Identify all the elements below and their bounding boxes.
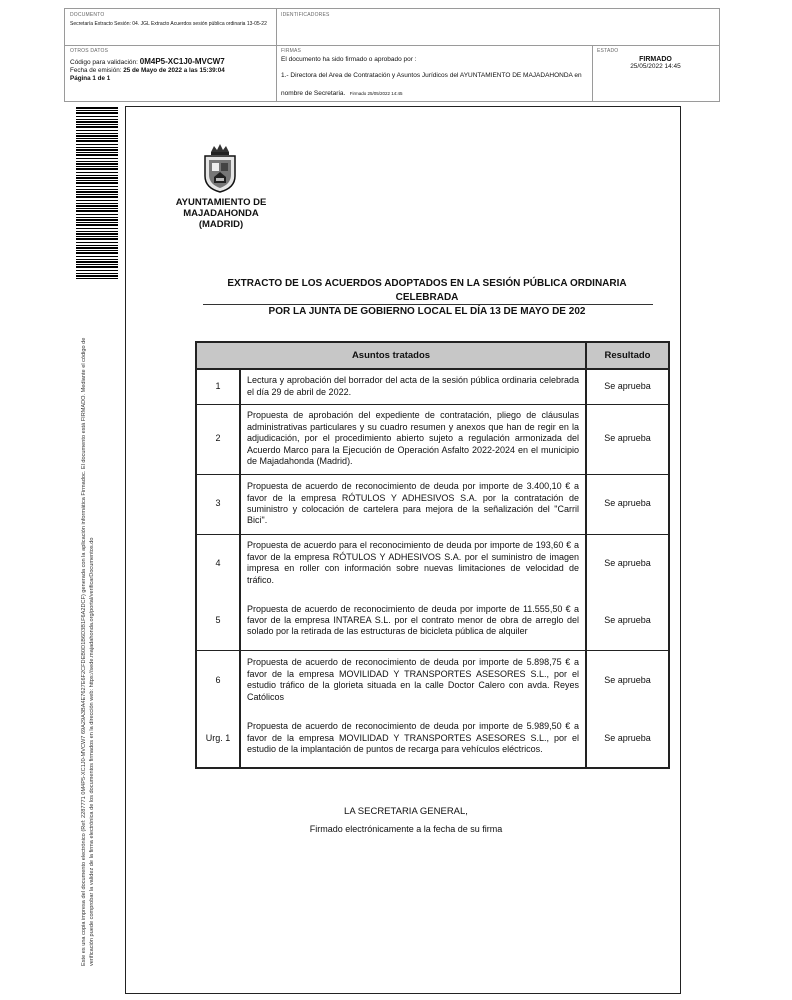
firmas-intro: El documento ha sido firmado o aprobado por : bbox=[281, 56, 417, 63]
row-text: Lectura y aprobación del borrador del acta de la sesión pública ordinaria celebrada el día 29 de abril de 2022. bbox=[240, 369, 586, 404]
table-row bbox=[196, 534, 669, 592]
row-number: Urg. 1 bbox=[196, 710, 240, 768]
table-row bbox=[196, 474, 669, 534]
agreements-table bbox=[195, 341, 670, 769]
otros-datos-cell bbox=[65, 45, 276, 101]
row-result: Se aprueba bbox=[586, 710, 669, 768]
row-text: Propuesta de acuerdo para el reconocimiento de deuda por importe de 193,60 € a favor de la empresa RÓTULOS Y ADHESIVOS S.A. por el suministro de imagen impresa en roller con información sobre nuevas limitaciones de velocidad de tráfico. bbox=[240, 534, 586, 592]
codigo-row bbox=[70, 57, 271, 66]
row-number: 4 bbox=[196, 534, 240, 592]
row-result: Se aprueba bbox=[586, 474, 669, 534]
row-text: Propuesta de acuerdo de reconocimiento de deuda por importe de 3.400,10 € a favor de la empresa RÓTULOS Y ADHESIVOS S.A. por la contratación de suministro y colocación de cartelera para mejora de la señalización del "Carril Bici". bbox=[240, 474, 586, 534]
pagina: Página 1 de 1 bbox=[70, 75, 111, 82]
codigo-value: 0M4P5-XC1J0-MVCW7 bbox=[139, 57, 225, 66]
table-row bbox=[196, 650, 669, 710]
row-text: Propuesta de aprobación del expediente de contratación, pliego de cláusulas administrativas particulares y su cuadro resumen y anexos que han de regir en la adjudicación, por el procedimiento abierto sujeto a regulación armonizada del Acuerdo Marco para la Ejecución de Operación Asfalto 2022-2024 en el municipio de Majadahonda (Madrid). bbox=[240, 404, 586, 474]
fecha-label: Fecha de emisión: bbox=[70, 67, 122, 74]
barcode bbox=[76, 107, 118, 279]
title-line1: EXTRACTO DE LOS ACUERDOS ADOPTADOS EN LA SESIÓN PÚBLICA ORDINARIA CELEBRADA bbox=[227, 278, 627, 303]
document-title bbox=[198, 277, 656, 319]
row-result: Se aprueba bbox=[586, 592, 669, 650]
identificadores-label: IDENTIFICADORES bbox=[281, 12, 330, 18]
row-number: 3 bbox=[196, 474, 240, 534]
org-line1: AYUNTAMIENTO DE bbox=[175, 197, 267, 208]
documento-value: Secretaría Extracto Sesión: 04. JGL Extracto Acuerdos sesión pública ordinaria 13-05-22 bbox=[70, 21, 267, 27]
row-result: Se aprueba bbox=[586, 369, 669, 404]
fecha-row bbox=[70, 67, 271, 74]
row-text: Propuesta de acuerdo de reconocimiento de deuda por importe de 11.555,50 € a favor de la empresa INTAREA S.L. por el contrato menor de obra de arreglo del solado por la retirada de las estructuras de bicicleta pública de alquiler bbox=[240, 592, 586, 650]
row-result: Se aprueba bbox=[586, 534, 669, 592]
identificadores-cell bbox=[276, 9, 719, 45]
table-row bbox=[196, 710, 669, 768]
municipal-crest-icon bbox=[201, 142, 239, 194]
table-row bbox=[196, 592, 669, 650]
row-number: 6 bbox=[196, 650, 240, 710]
row-result: Se aprueba bbox=[586, 650, 669, 710]
row-result: Se aprueba bbox=[586, 404, 669, 474]
col-resultado-header: Resultado bbox=[586, 342, 669, 369]
firmas-detail: 1.- Directora del Area de Contratación y Asuntos Jurídicos del AYUNTAMIENTO DE MAJADAHONDA en nombre de Secretaria. bbox=[281, 72, 582, 97]
fecha-value: 25 de Mayo de 2022 a las 15:39:04 bbox=[123, 67, 225, 74]
organization-name bbox=[170, 197, 272, 230]
row-text: Propuesta de acuerdo de reconocimiento de deuda por importe de 5.989,50 € a favor de la empresa MOVILIDAD Y TRANSPORTES ASESORES S.L., por el estudio de la implantación de puntos de recarga para vehículos eléctricos. bbox=[240, 710, 586, 768]
otros-datos-label: OTROS DATOS bbox=[70, 48, 109, 54]
documento-label: DOCUMENTO bbox=[70, 12, 105, 18]
table-row bbox=[196, 369, 669, 404]
validation-header bbox=[64, 8, 720, 102]
table-header-row bbox=[196, 342, 669, 369]
codigo-label: Código para validación: bbox=[70, 59, 138, 66]
firmas-cell bbox=[276, 45, 592, 101]
org-line3: (MADRID) bbox=[198, 219, 244, 230]
row-number: 1 bbox=[196, 369, 240, 404]
row-number: 5 bbox=[196, 592, 240, 650]
estado-label: ESTADO bbox=[597, 48, 619, 54]
row-text: Propuesta de acuerdo de reconocimiento de deuda por importe de 5.898,75 € a favor de la empresa MOVILIDAD Y TRANSPORTES ASESORES S.L., por el estudio tráfico de la glorieta situada en la calle Doctor Calero con avda. Reyes Católicos bbox=[240, 650, 586, 710]
title-line2: POR LA JUNTA DE GOBIERNO LOCAL EL DÍA 13 DE MAYO DE 202 bbox=[268, 306, 586, 317]
estado-cell bbox=[592, 45, 719, 101]
signature-title: LA SECRETARIA GENERAL, bbox=[344, 806, 468, 817]
firmas-label: FIRMAS bbox=[281, 48, 302, 54]
firmas-date: Firmado 25/05/2022 14:45 bbox=[349, 91, 403, 96]
side-note-line1: Este es una copia impresa del documento electrónico (Ref: 2287771 0M4P5-XC1J0-MVCW7 69A29A3BA4E7627E6F2CFDEB0D1B6D3B1F6A2DCF) generada con la aplicación informática Firmadoc. El documento está FIRMADO. Mediante el código de bbox=[81, 337, 87, 966]
estado-value: FIRMADO bbox=[639, 56, 672, 63]
signature-note: Firmado electrónicamente a la fecha de su firma bbox=[309, 824, 503, 834]
col-asuntos-header: Asuntos tratados bbox=[196, 342, 586, 369]
side-note-line2: verificación puede comprobar la validez de la firma electrónica de los documentos firmados en la dirección web: https://sede.majadahonda.org/portal/verificarDocumentos.do bbox=[89, 537, 95, 966]
documento-cell bbox=[65, 9, 276, 45]
title-underline bbox=[203, 304, 653, 305]
side-verification-note bbox=[80, 296, 96, 966]
table-row bbox=[196, 404, 669, 474]
estado-date: 25/05/2022 14:45 bbox=[630, 63, 681, 70]
row-number: 2 bbox=[196, 404, 240, 474]
org-line2: MAJADAHONDA bbox=[183, 208, 259, 219]
